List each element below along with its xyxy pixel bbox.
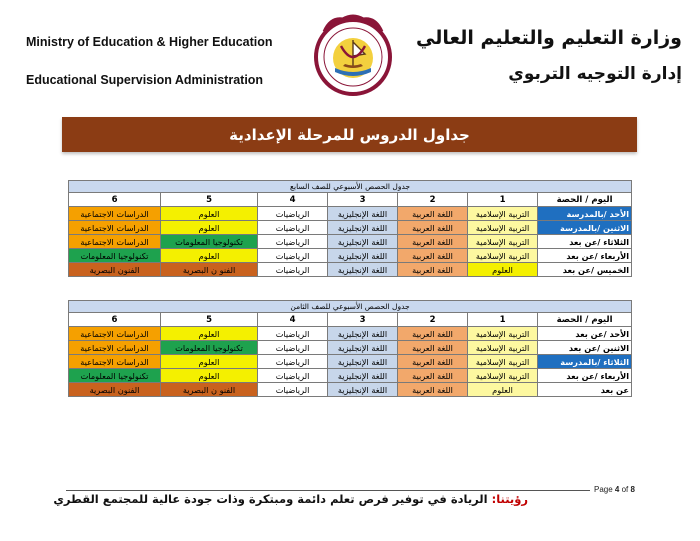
subject-cell: العلوم [161, 221, 258, 235]
subject-cell: اللغة الإنجليزية [328, 235, 398, 249]
subject-cell: الدراسات الاجتماعية [69, 207, 161, 221]
vision-label: رؤيتنا: [491, 492, 528, 506]
subject-cell: اللغة الإنجليزية [328, 341, 398, 355]
subject-cell: الرياضيات [258, 383, 328, 397]
subject-cell: التربية الإسلامية [468, 341, 538, 355]
subject-cell: العلوم [161, 355, 258, 369]
subject-cell: اللغة العربية [398, 383, 468, 397]
day-cell: الأربعاء /عن بعد [538, 249, 632, 263]
page-word: Page [594, 485, 613, 494]
subject-cell: اللغة العربية [398, 221, 468, 235]
subject-cell: الرياضيات [258, 341, 328, 355]
table-row [69, 383, 632, 397]
page-number [594, 485, 635, 494]
subject-cell: اللغة العربية [398, 369, 468, 383]
subject-cell: اللغة العربية [398, 327, 468, 341]
subject-cell: اللغة العربية [398, 207, 468, 221]
table-row [69, 235, 632, 249]
subject-cell: اللغة الإنجليزية [328, 383, 398, 397]
day-cell: عن بعد [538, 383, 632, 397]
subject-cell: اللغة الإنجليزية [328, 355, 398, 369]
period-header: 3 [328, 193, 398, 207]
period-header: 3 [328, 313, 398, 327]
footer-divider [66, 490, 590, 491]
day-cell: الثلاثاء /عن بعد [538, 235, 632, 249]
subject-cell: اللغة العربية [398, 235, 468, 249]
subject-cell: تكنولوجيا المعلومات [161, 235, 258, 249]
subject-cell: التربية الإسلامية [468, 249, 538, 263]
subject-cell: الفنو ن البصرية [161, 263, 258, 277]
subject-cell: الرياضيات [258, 221, 328, 235]
subject-cell: العلوم [161, 249, 258, 263]
subject-cell: تكنولوجيا المعلومات [69, 249, 161, 263]
period-header: 4 [258, 193, 328, 207]
day-period-header: اليوم / الحصة [538, 313, 632, 327]
subject-cell: اللغة الإنجليزية [328, 221, 398, 235]
page-banner-title: جداول الدروس للمرحلة الإعدادية [62, 117, 637, 152]
table-row [69, 355, 632, 369]
ministry-name-en: Ministry of Education & Higher Education [26, 35, 273, 49]
ministry-name-ar: وزارة التعليم والتعليم العالي [415, 27, 682, 49]
subject-cell: الدراسات الاجتماعية [69, 327, 161, 341]
table-row [69, 341, 632, 355]
state-of-qatar-emblem-icon [313, 12, 393, 98]
day-cell: الاثنين /عن بعد [538, 341, 632, 355]
subject-cell: العلوم [468, 383, 538, 397]
period-header: 2 [398, 193, 468, 207]
table-caption: جدول الحصص الأسبوعي للصف السابع [69, 181, 632, 193]
subject-cell: اللغة العربية [398, 355, 468, 369]
table-row [69, 249, 632, 263]
period-header: 4 [258, 313, 328, 327]
period-header: 5 [161, 313, 258, 327]
grade7-schedule-table [68, 180, 632, 277]
subject-cell: التربية الإسلامية [468, 235, 538, 249]
subject-cell: الفنون البصرية [69, 263, 161, 277]
subject-cell: اللغة الإنجليزية [328, 263, 398, 277]
subject-cell: اللغة العربية [398, 249, 468, 263]
table-row [69, 369, 632, 383]
page-total: 8 [630, 485, 635, 494]
vision-text: الريادة في توفير فرص تعلم دائمة ومبتكرة وذات جودة عالية للمجتمع القطري [53, 492, 488, 506]
period-header: 5 [161, 193, 258, 207]
subject-cell: العلوم [161, 327, 258, 341]
subject-cell: التربية الإسلامية [468, 355, 538, 369]
table-row [69, 263, 632, 277]
subject-cell: اللغة الإنجليزية [328, 207, 398, 221]
page-current: 4 [614, 485, 620, 494]
subject-cell: الفنو ن البصرية [161, 383, 258, 397]
page-of: of [621, 485, 629, 494]
subject-cell: التربية الإسلامية [468, 369, 538, 383]
subject-cell: تكنولوجيا المعلومات [161, 341, 258, 355]
subject-cell: اللغة العربية [398, 263, 468, 277]
subject-cell: العلوم [161, 369, 258, 383]
day-cell: الثلاثاء /بالمدرسة [538, 355, 632, 369]
period-header: 1 [468, 193, 538, 207]
administration-name-en: Educational Supervision Administration [26, 73, 264, 87]
grade8-schedule-table [68, 300, 632, 397]
subject-cell: الرياضيات [258, 369, 328, 383]
table-row [69, 207, 632, 221]
subject-cell: التربية الإسلامية [468, 207, 538, 221]
period-header: 6 [69, 313, 161, 327]
subject-cell: اللغة الإنجليزية [328, 249, 398, 263]
subject-cell: الدراسات الاجتماعية [69, 221, 161, 235]
day-period-header: اليوم / الحصة [538, 193, 632, 207]
subject-cell: الرياضيات [258, 327, 328, 341]
table-row [69, 327, 632, 341]
day-cell: الخميس /عن بعد [538, 263, 632, 277]
subject-cell: الدراسات الاجتماعية [69, 341, 161, 355]
subject-cell: الرياضيات [258, 235, 328, 249]
day-cell: الأحد /عن بعد [538, 327, 632, 341]
vision-statement [53, 492, 528, 506]
subject-cell: الدراسات الاجتماعية [69, 235, 161, 249]
period-header: 6 [69, 193, 161, 207]
day-cell: الأحد /بالمدرسة [538, 207, 632, 221]
subject-cell: العلوم [468, 263, 538, 277]
subject-cell: الرياضيات [258, 207, 328, 221]
subject-cell: التربية الإسلامية [468, 221, 538, 235]
subject-cell: الرياضيات [258, 355, 328, 369]
table-caption: جدول الحصص الأسبوعي للصف الثامن [69, 301, 632, 313]
day-cell: الاثنين /بالمدرسة [538, 221, 632, 235]
subject-cell: الرياضيات [258, 263, 328, 277]
subject-cell: الفنون البصرية [69, 383, 161, 397]
table-row [69, 221, 632, 235]
period-header: 1 [468, 313, 538, 327]
subject-cell: تكنولوجيا المعلومات [69, 369, 161, 383]
administration-name-ar: إدارة التوجيه التربوي [508, 64, 682, 84]
period-header: 2 [398, 313, 468, 327]
subject-cell: الرياضيات [258, 249, 328, 263]
subject-cell: العلوم [161, 207, 258, 221]
subject-cell: التربية الإسلامية [468, 327, 538, 341]
subject-cell: الدراسات الاجتماعية [69, 355, 161, 369]
subject-cell: اللغة الإنجليزية [328, 327, 398, 341]
day-cell: الأربعاء /عن بعد [538, 369, 632, 383]
subject-cell: اللغة الإنجليزية [328, 369, 398, 383]
subject-cell: اللغة العربية [398, 341, 468, 355]
